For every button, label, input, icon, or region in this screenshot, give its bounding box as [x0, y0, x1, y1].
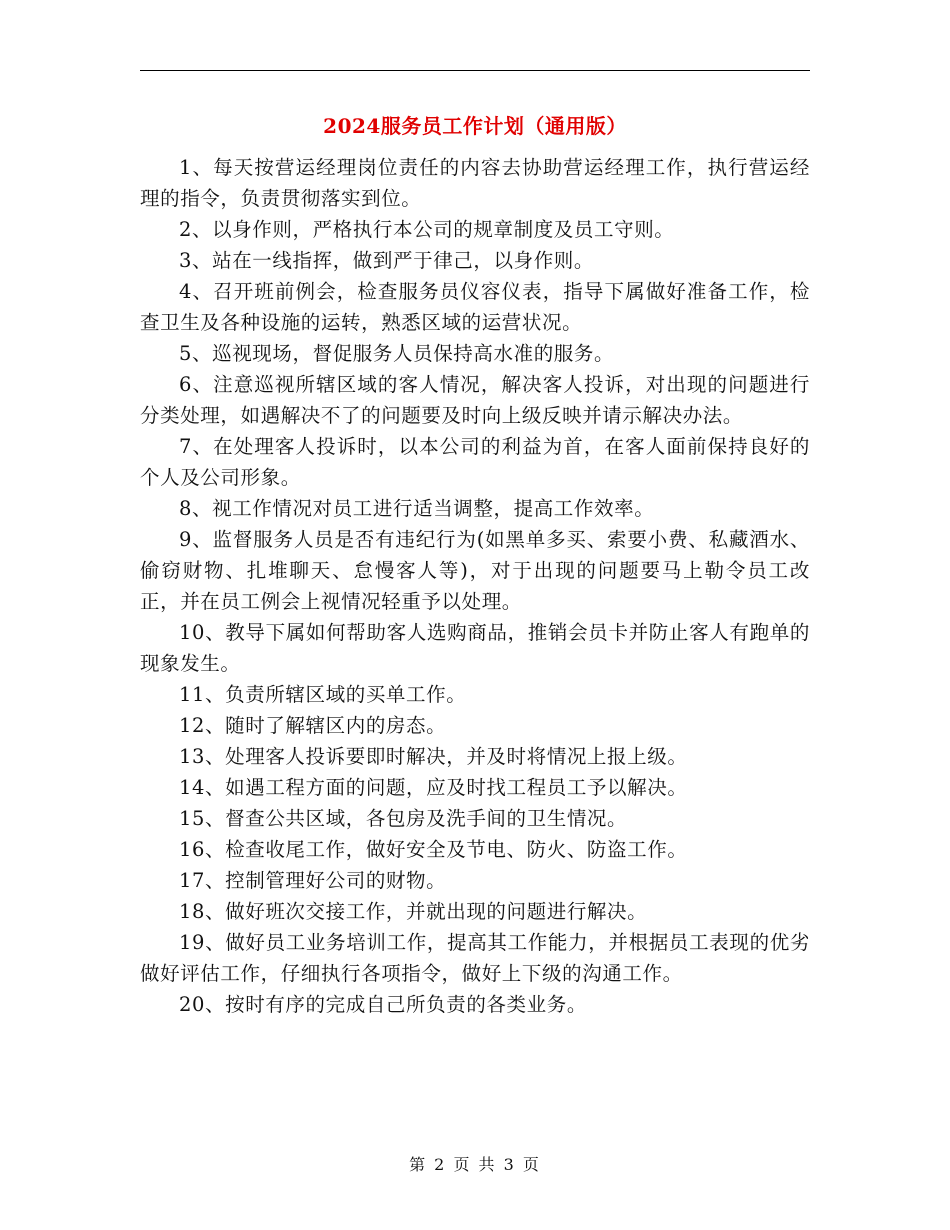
paragraph-8: 8、视工作情况对员工进行适当调整，提高工作效率。 — [179, 497, 655, 520]
paragraph-17: 17、控制管理好公司的财物。 — [179, 869, 447, 892]
paragraph-20: 20、按时有序的完成自己所负责的各类业务。 — [179, 993, 587, 1016]
paragraph-19: 19、做好员工业务培训工作，提高其工作能力，并根据员工表现的优劣做好评估工作，仔细执行各项指令，做好上下级的沟通工作。 — [140, 931, 810, 985]
paragraph-11: 11、负责所辖区域的买单工作。 — [179, 683, 467, 706]
paragraph-15: 15、督查公共区域，各包房及洗手间的卫生情况。 — [179, 807, 628, 830]
paragraph-4: 4、召开班前例会，检查服务员仪容仪表，指导下属做好准备工作，检查卫生及各种设施的运转，熟悉区域的运营状况。 — [140, 280, 810, 334]
paragraph-2: 2、以身作则，严格执行本公司的规章制度及员工守则。 — [179, 218, 675, 241]
paragraph-12: 12、随时了解辖区内的房态。 — [179, 714, 447, 737]
header-rule — [140, 70, 810, 71]
paragraph-1: 1、每天按营运经理岗位责任的内容去协助营运经理工作，执行营运经理的指令，负责贯彻落实到位。 — [140, 156, 810, 210]
paragraph-16: 16、检查收尾工作，做好安全及节电、防火、防盗工作。 — [179, 838, 688, 861]
document-body — [140, 152, 810, 1020]
paragraph-5: 5、巡视现场，督促服务人员保持高水准的服务。 — [179, 342, 615, 365]
page-number: 第 2 页 共 3 页 — [409, 1155, 541, 1174]
document-title: 2024服务员工作计划（通用版） — [323, 114, 627, 138]
paragraph-9: 9、监督服务人员是否有违纪行为(如黑单多买、索要小费、私藏酒水、偷窃财物、扎堆聊天、怠慢客人等)，对于出现的问题要马上勒令员工改正，并在员工例会上视情况轻重予以处理。 — [140, 528, 810, 613]
paragraph-6: 6、注意巡视所辖区域的客人情况，解决客人投诉，对出现的问题进行分类处理，如遇解决不了的问题要及时向上级反映并请示解决办法。 — [140, 373, 810, 427]
paragraph-7: 7、在处理客人投诉时，以本公司的利益为首，在客人面前保持良好的个人及公司形象。 — [140, 435, 810, 489]
paragraph-3: 3、站在一线指挥，做到严于律己，以身作则。 — [179, 249, 595, 272]
paragraph-14: 14、如遇工程方面的问题，应及时找工程员工予以解决。 — [179, 776, 688, 799]
paragraph-13: 13、处理客人投诉要即时解决，并及时将情况上报上级。 — [179, 745, 688, 768]
paragraph-10: 10、教导下属如何帮助客人选购商品，推销会员卡并防止客人有跑单的现象发生。 — [140, 621, 810, 675]
paragraph-18: 18、做好班次交接工作，并就出现的问题进行解决。 — [179, 900, 648, 923]
